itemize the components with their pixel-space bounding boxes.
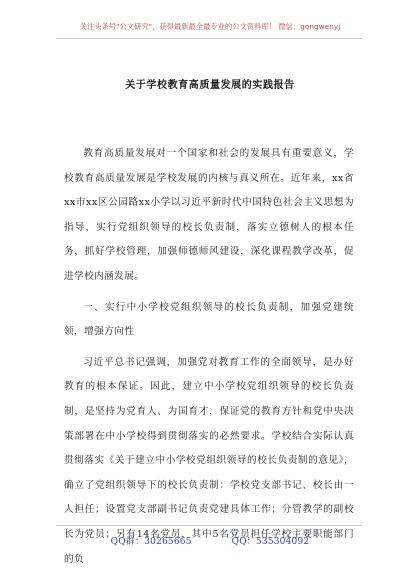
body-paragraph-section-1: 习近平总书记强调，加强党对教育工作的全面领导，是办好教育的根本保证。因此，建立中小学校党组织领导的校长负责制，是坚持为党育人、为国育才，保证党的教育方针和党中央决策部署在中小学校得到贯彻落实的必然要求。学校结合实际认真贯彻落实《关于建立中小学校党组织领导的校长负责制的意见》，确立了党组织领导下的校长负责制：学校党支部书记、校长由一人担任；设置党支部副书记负责党建具体工作；分管教学的副校长为党员；另有14名党员，其中5名党员担任学校主要职能部门的负: [64, 356, 354, 565]
footer-qq-number: QQ：535304092: [231, 537, 310, 547]
document-title: 关于学校教育高质量发展的实践报告: [125, 80, 295, 91]
footer-contact: [60, 534, 360, 547]
document-body: [64, 142, 354, 572]
footer-divider: [56, 525, 362, 526]
header-promo-note: 关注头条号"公文研究"，获得最新最全最专业的公文资料库！ 微信：gongwenyj: [79, 22, 341, 31]
section-heading-1: 一、实行中小学校党组织领导的校长负责制，加强党建统领，增强方向性: [64, 301, 354, 338]
footer-qq-group: QQ群：30265665: [110, 537, 192, 547]
header-divider: [56, 38, 362, 39]
body-paragraph-intro: 教育高质量发展对一个国家和社会的发展具有重要意义，学校教育高质量发展是学校发展的内核与真义所在。近年来，xx省xx市xx区公园路xx小学以习近平新时代中国特色社会主义思想为指导，实行党组织领导的校长负责制，落实立德树人的根本任务，抓好学校管理，加强师德师风建设，深化课程教学改革，促进学校内涵发展。: [64, 148, 354, 282]
